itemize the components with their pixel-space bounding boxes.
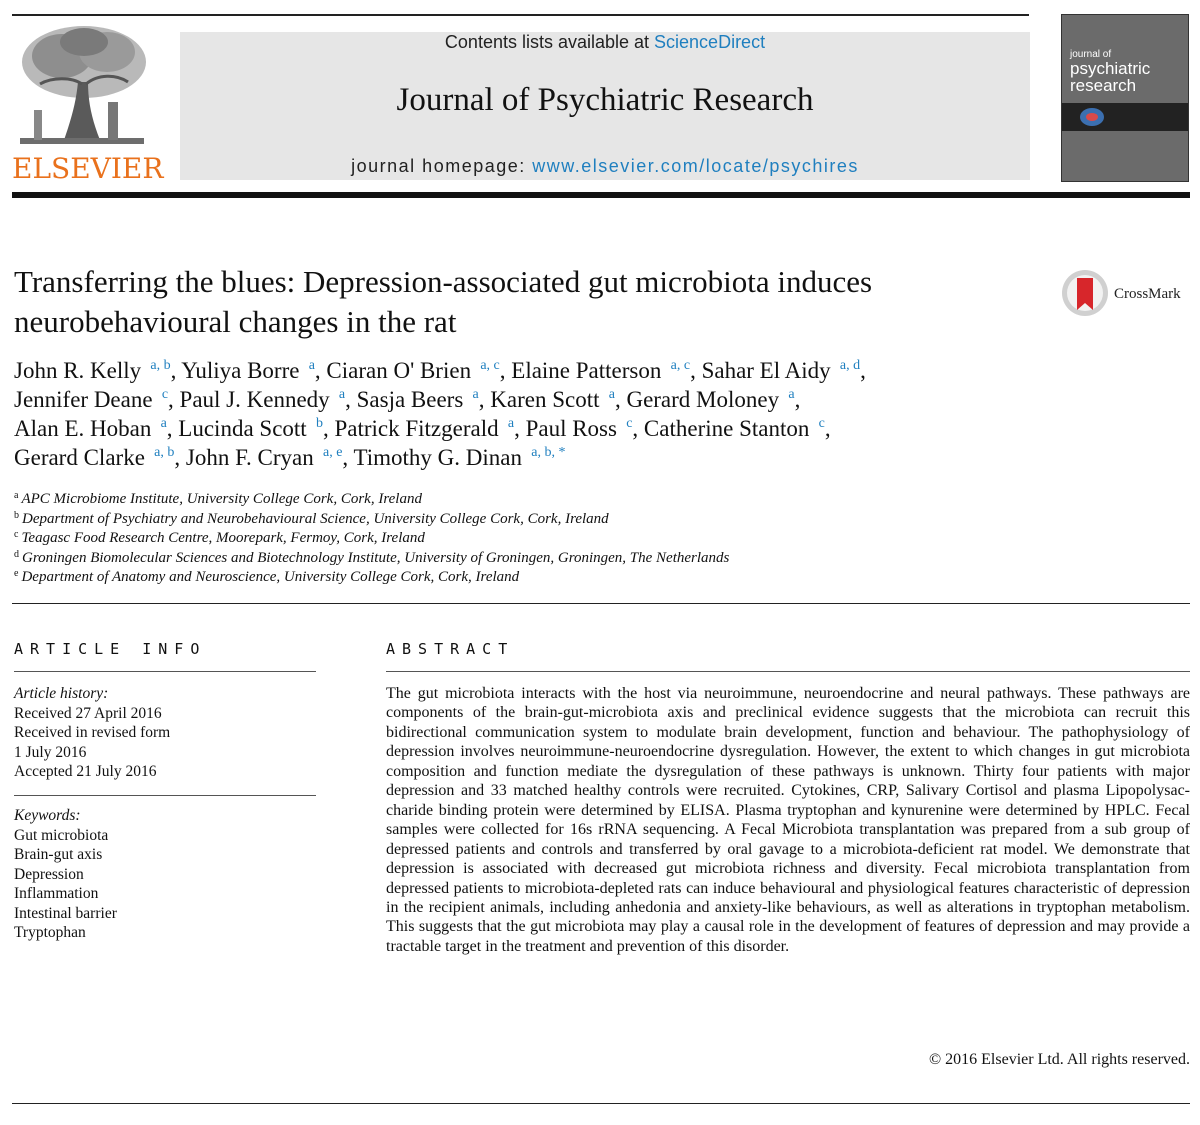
cover-image [1062,103,1188,131]
affiliation-text: Department of Anatomy and Neuroscience, University College Cork, Cork, Ireland [21,569,520,585]
bottom-rule [12,1103,1190,1104]
affiliation-key: b [14,509,19,521]
article-info-rule [14,671,316,672]
author-name: John R. Kelly [14,358,142,383]
author-affiliation-marker[interactable]: a [335,387,346,402]
crossmark-label: CrossMark [1114,286,1181,302]
publisher-name: ELSEVIER [12,152,164,185]
affiliation-text: Teagasc Food Research Centre, Moorepark, Fermoy, Cork, Ireland [21,530,425,546]
author[interactable] [14,358,171,383]
history-label: Article history: [14,685,109,702]
author-name: Gerard Clarke [14,445,145,470]
author[interactable] [526,416,633,441]
header-rule [12,192,1190,198]
affiliation-text: Groningen Biomolecular Sciences and Biotechnology Institute, University of Groningen, Groningen, The Netherlands [22,549,730,566]
copyright: © 2016 Elsevier Ltd. All rights reserved. [929,1051,1190,1068]
author-affiliation-marker[interactable]: c [622,416,633,431]
author[interactable] [644,416,825,441]
cover-title-line1: journal of [1070,49,1112,60]
cover-title [1070,49,1150,94]
author-affiliation-marker[interactable]: a, b [146,358,171,373]
author[interactable] [326,358,499,383]
cover-brain-icon [1062,103,1188,131]
author[interactable] [178,416,323,441]
keyword: Inflammation [14,885,99,902]
author[interactable] [511,358,690,383]
author[interactable] [181,358,315,383]
top-rule [12,14,1029,16]
author[interactable] [626,387,794,412]
affiliation [14,549,1184,569]
keywords [14,806,314,943]
author-affiliation-marker[interactable]: a [469,387,479,402]
journal-cover [1061,14,1189,182]
author-name: Catherine Stanton [643,416,810,441]
history-item: Accepted 21 July 2016 [14,763,157,780]
author-affiliation-marker[interactable]: a, e [319,445,343,460]
author-affiliation-marker[interactable]: c [815,416,825,431]
cover-title-line2: psychiatric [1070,59,1151,78]
elsevier-logo [12,22,164,185]
elsevier-tree-icon [12,22,152,147]
crossmark-icon [1060,268,1110,318]
keywords-label: Keywords: [14,807,81,824]
affiliation-key: d [14,548,19,560]
author-name: Lucinda Scott [178,416,307,441]
author-affiliation-marker[interactable]: a [504,416,515,431]
affiliation-list [14,490,1184,588]
author[interactable] [702,358,861,383]
affiliation [14,510,1184,530]
author-affiliation-marker[interactable]: a [784,387,795,402]
author[interactable] [14,416,167,441]
author-affiliation-marker[interactable]: a, d [836,358,861,373]
section-rule [12,603,1190,604]
author-name: Paul J. Kennedy [179,387,330,412]
author-affiliation-marker[interactable]: a [605,387,615,402]
homepage-link[interactable]: www.elsevier.com/locate/psychires [532,156,859,176]
author[interactable] [357,387,479,412]
author-list: John R. Kelly $^{a, b}$, Yuliya Borre $^a$, Ciaran O' Brien $^{a, c}$, Elaine Patterson $^{a, c}$, Sahar El Aidy $^{a, d}$, Jennifer Deane $^c$, Paul J. Kennedy $^a$, Sasja Beers $^a$, Karen Scott $^a$, Gerard Moloney $^a$, Alan E. Hoban $^a$, Lucinda Scott $^b$, Patrick Fitzgerald $^a$, Paul Ross $^c$, Catherine Stanton $^c$, Gerard Clarke $^{a, b}$, John F. Cryan $^{a, e}$, Timothy G. Dinan $^{a, b, *}$ [14,358,866,470]
author-name: Patrick Fitzgerald [334,416,499,441]
author-affiliation-marker[interactable]: a, b [150,445,175,460]
author-name: Elaine Patterson [511,358,662,383]
affiliation-key: c [14,529,19,540]
article-title: Transferring the blues: Depression-associated gut microbiota induces neurobehavioural changes in the rat [14,264,873,339]
author-name: Jennifer Deane [14,387,153,412]
affiliation [14,568,1184,588]
author-name: John F. Cryan [185,445,314,470]
homepage-prefix: journal homepage: [351,156,533,176]
author-affiliation-marker[interactable]: b [312,416,323,431]
author[interactable] [180,387,346,412]
author-name: Gerard Moloney [626,387,780,412]
abstract-heading: ABSTRACT [386,640,515,658]
author[interactable] [334,416,514,441]
affiliation-key: e [14,568,19,579]
affiliation [14,529,1184,549]
keyword: Tryptophan [14,924,86,941]
author-name: Timothy G. Dinan [353,445,522,470]
article-info-heading: ARTICLE INFO [14,640,207,658]
history-item: Received in revised form [14,724,171,741]
keyword: Intestinal barrier [14,904,117,922]
author-name: Sasja Beers [356,387,464,412]
homepage-line [180,156,1030,177]
affiliation [14,490,1184,510]
author-affiliation-marker[interactable]: a, c [667,358,691,373]
history-rule [14,795,316,796]
author-name: Sahar El Aidy [701,358,831,383]
contents-line [180,32,1030,53]
keyword: Depression [14,865,84,883]
author-name: Alan E. Hoban [14,416,152,441]
history-item: Received 27 April 2016 [14,704,162,722]
affiliation-text: Department of Psychiatry and Neurobehavioural Science, University College Cork, Cork, Ireland [22,510,609,527]
crossmark-badge[interactable] [1060,268,1194,320]
author-name: Yuliya Borre [181,358,300,383]
cover-title-line3: research [1070,76,1137,95]
affiliation-key: a [14,490,19,501]
author-affiliation-marker[interactable]: a, c [476,358,500,373]
contents-prefix: Contents lists available at [444,32,655,52]
journal-name: Journal of Psychiatric Research [396,82,814,118]
author[interactable] [354,445,566,470]
author-name: Karen Scott [490,387,600,412]
keyword: Brain-gut axis [14,846,103,863]
author[interactable] [14,387,168,412]
author-name: Paul Ross [525,416,617,441]
author-affiliation-marker[interactable]: a [157,416,167,431]
keyword: Gut microbiota [14,826,109,844]
author[interactable] [186,445,343,470]
abstract-text: The gut microbiota interacts with the host via neuroimmune, neuroendocrine and neural pathways. These pathways are components of the brain-gut-microbiota axis and preclinical evidence suggests that the microbiota can recruit this bidirectional communication system to modulate brain development, function and behaviour. The pathophysiology of depression involves neuroimmune-neuroendocrine dysregulation. However, the extent to which changes in gut microbiota composition and function mediate the dysregulation of these pathways is unknown. Thirty four patients with major depression and 33 matched healthy controls were recruited. Cytokines, CRP, Salivary Cortisol and plasma Lipopolysaccharide binding protein were determined by ELISA. Plasma tryptophan and kynurenine were determined by HPLC. Fecal samples were collected for 16s rRNA sequencing. A Fecal Microbiota transplantation was prepared from a sub group of depressed patients and controls and transferred by oral gavage to a microbiota-deficient rat model. We demonstrate that depression is associated with decreased gut microbiota richness and diversity. Fecal microbiota transplantation from depressed patients to microbiota-depleted rats can induce behavioural and physiological features characteristic of depression in the recipient animals, including anhedonia and anxiety-like behaviours, as well as alterations in tryptophan metabolism. This suggests that the gut microbiota may play a causal role in the development of features of depression and may provide a tractable target in the treatment and prevention of this disorder. [386,685,1190,955]
author[interactable] [14,445,174,470]
journal-banner [180,32,1030,180]
author-name: Ciaran O' Brien [326,358,472,383]
author-affiliation-marker[interactable]: a, b, * [527,445,566,460]
sciencedirect-link[interactable]: ScienceDirect [654,32,766,52]
affiliation-text: APC Microbiome Institute, University College Cork, Cork, Ireland [21,491,422,507]
author-affiliation-marker[interactable]: a [305,358,315,373]
author[interactable] [490,387,615,412]
abstract-rule [386,671,1190,672]
author-affiliation-marker[interactable]: c [158,387,169,402]
article-history [14,684,314,782]
history-item: 1 July 2016 [14,743,87,761]
